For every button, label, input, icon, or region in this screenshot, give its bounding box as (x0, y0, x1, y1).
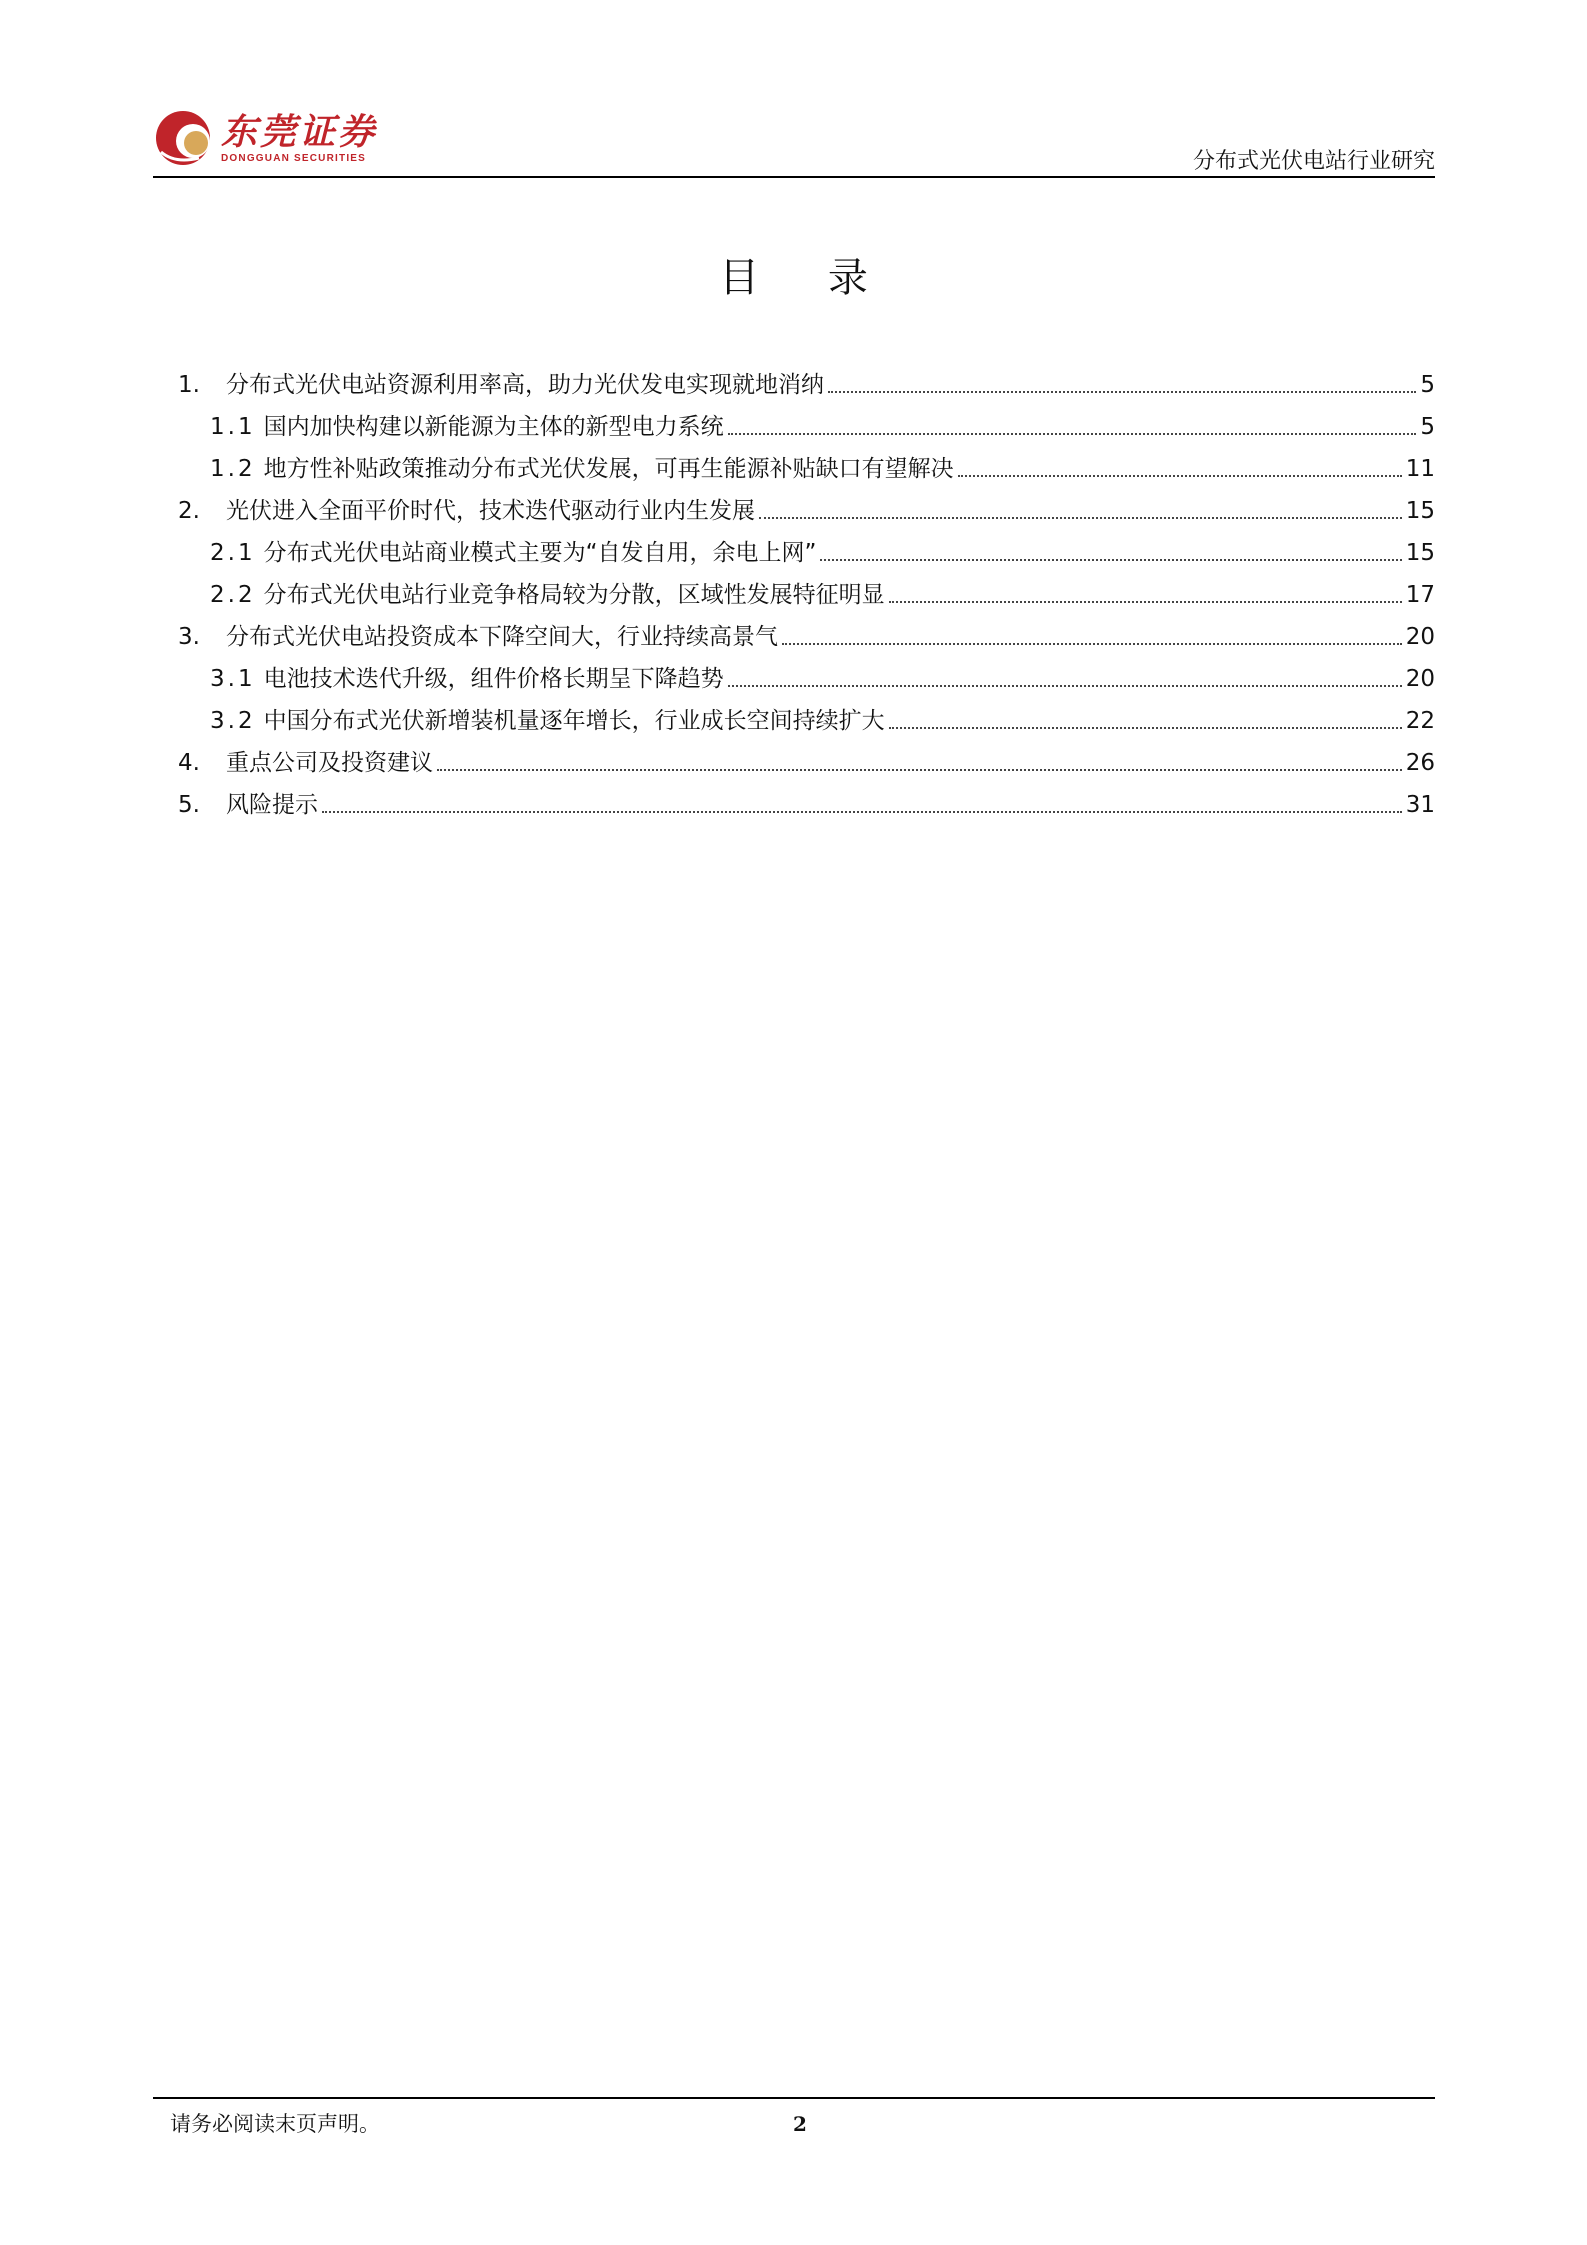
toc-dot-leader (322, 811, 1402, 813)
toc-dot-leader (782, 643, 1402, 645)
toc-entry[interactable] (178, 614, 1435, 656)
toc-entry-title: 重点公司及投资建议 (226, 750, 433, 776)
toc-entry-title: 中国分布式光伏新增装机量逐年增长，行业成长空间持续扩大 (263, 708, 885, 734)
toc-dot-leader (828, 391, 1416, 393)
toc-dot-leader (889, 601, 1402, 603)
table-of-contents (178, 362, 1435, 824)
toc-entry-number: 2. (178, 498, 200, 524)
toc-entry-page: 31 (1405, 792, 1435, 818)
toc-entry-page: 15 (1405, 540, 1435, 566)
toc-entry-title: 电池技术迭代升级，组件价格长期呈下降趋势 (263, 666, 724, 692)
toc-entry-page: 20 (1405, 666, 1435, 692)
toc-entry-page: 11 (1405, 456, 1435, 482)
header-divider (153, 176, 1435, 178)
toc-entry-title: 分布式光伏电站投资成本下降空间大，行业持续高景气 (226, 624, 778, 650)
toc-dot-leader (728, 433, 1417, 435)
toc-dot-leader (728, 685, 1402, 687)
toc-entry-title: 分布式光伏电站资源利用率高，助力光伏发电实现就地消纳 (226, 372, 824, 398)
toc-entry-page: 26 (1405, 750, 1435, 776)
toc-entry-number: 5. (178, 792, 200, 818)
toc-entry[interactable] (178, 782, 1435, 824)
toc-entry-number: 1.2 (210, 456, 256, 482)
toc-dot-leader (958, 475, 1402, 477)
toc-entry-number: 2.2 (210, 582, 256, 608)
toc-entry-title: 风险提示 (226, 792, 318, 818)
toc-entry[interactable] (178, 656, 1435, 698)
toc-entry-number: 4. (178, 750, 200, 776)
page-number: 2 (793, 2112, 807, 2136)
toc-dot-leader (759, 517, 1402, 519)
toc-entry[interactable] (178, 530, 1435, 572)
toc-entry-number: 3.1 (210, 666, 256, 692)
toc-entry-title: 国内加快构建以新能源为主体的新型电力系统 (263, 414, 724, 440)
toc-entry-title: 分布式光伏电站行业竞争格局较为分散，区域性发展特征明显 (263, 582, 885, 608)
report-title: 分布式光伏电站行业研究 (1192, 149, 1435, 174)
page-header (153, 108, 1435, 176)
toc-entry-number: 3. (178, 624, 200, 650)
toc-entry[interactable] (178, 488, 1435, 530)
toc-entry-page: 17 (1405, 582, 1435, 608)
toc-entry-page: 5 (1420, 414, 1435, 440)
toc-entry-number: 1. (178, 372, 200, 398)
toc-entry-title: 地方性补贴政策推动分布式光伏发展，可再生能源补贴缺口有望解决 (263, 456, 954, 482)
toc-entry[interactable] (178, 740, 1435, 782)
logo-english-name: DONGGUAN SECURITIES (221, 152, 367, 164)
toc-dot-leader (820, 559, 1401, 561)
toc-dot-leader (889, 727, 1402, 729)
company-logo (153, 108, 377, 168)
toc-entry[interactable] (178, 404, 1435, 446)
toc-entry-page: 22 (1405, 708, 1435, 734)
toc-entry-title: 光伏进入全面平价时代，技术迭代驱动行业内生发展 (226, 498, 755, 524)
toc-entry-title: 分布式光伏电站商业模式主要为“自发自用，余电上网” (263, 540, 817, 566)
toc-entry[interactable] (178, 572, 1435, 614)
toc-entry-number: 3.2 (210, 708, 256, 734)
footer-divider (153, 2097, 1435, 2099)
toc-entry-page: 15 (1405, 498, 1435, 524)
logo-wordmark (221, 112, 377, 165)
toc-entry[interactable] (178, 362, 1435, 404)
toc-entry-number: 2.1 (210, 540, 256, 566)
company-logo-icon (153, 108, 215, 168)
disclaimer-note: 请务必阅读末页声明。 (170, 2112, 380, 2136)
toc-entry-page: 5 (1420, 372, 1435, 398)
toc-entry[interactable] (178, 446, 1435, 488)
toc-heading: 目 录 (719, 255, 896, 301)
toc-entry-number: 1.1 (210, 414, 256, 440)
logo-chinese-name: 东莞证券 (221, 110, 378, 153)
toc-entry[interactable] (178, 698, 1435, 740)
toc-entry-page: 20 (1405, 624, 1435, 650)
toc-dot-leader (437, 769, 1402, 771)
